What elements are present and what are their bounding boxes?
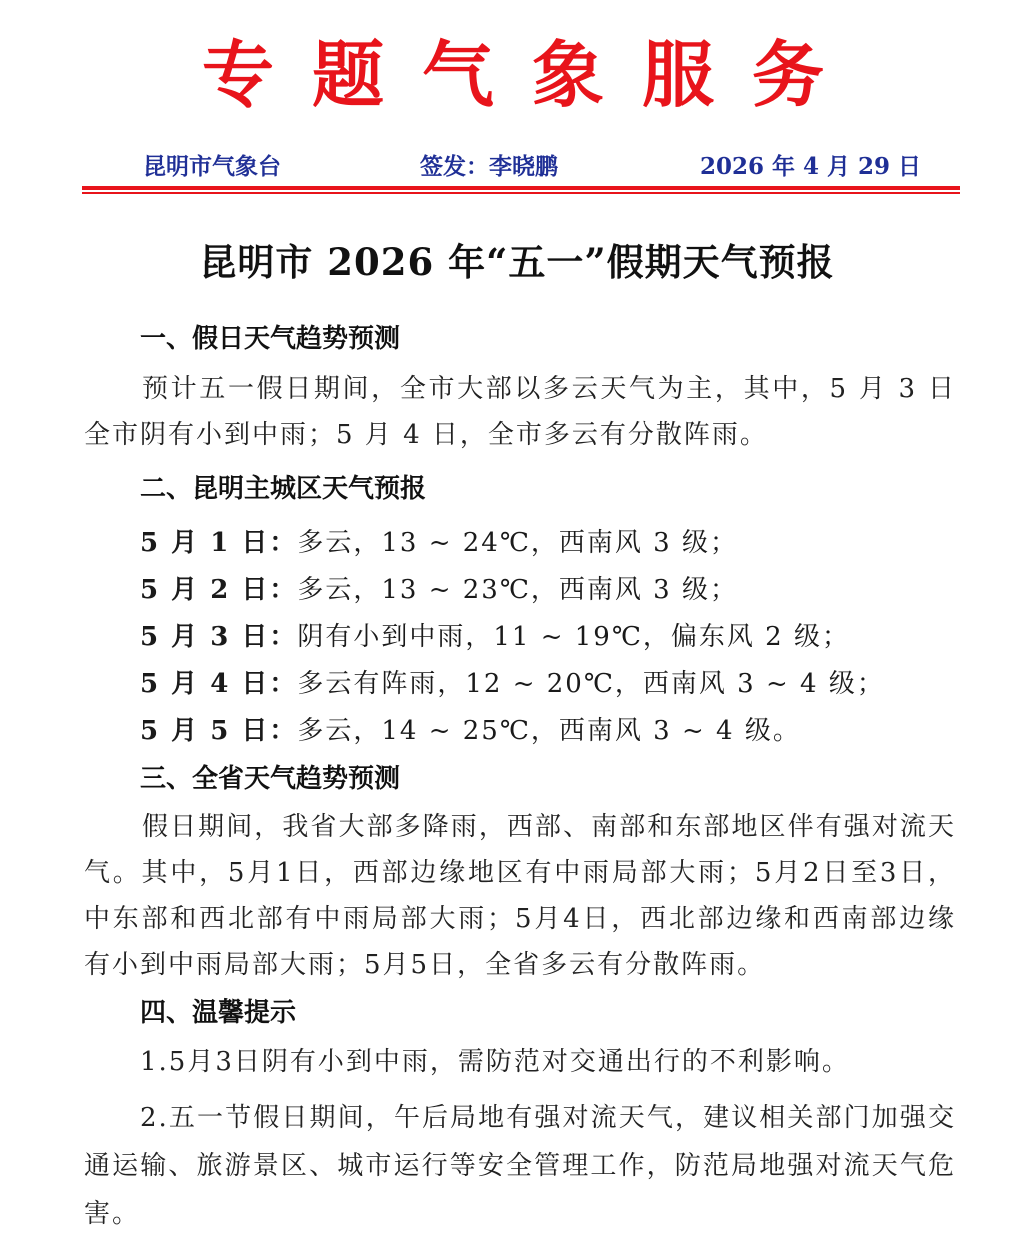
tip-2: 2.五一节假日期间，午后局地有强对流天气，建议相关部门加强交通运输、旅游景区、城市运行等安全管理工作，防范局地强对流天气危害。: [84, 1103, 956, 1229]
forecast-date: 5 月 5 日：: [140, 716, 298, 746]
forecast-detail: 多云，13 ~ 23℃，西南风 3 级；: [297, 575, 738, 605]
forecast-row: [140, 661, 960, 708]
forecast-detail: 多云，14 ~ 25℃，西南风 3 ~ 4 级。: [297, 716, 801, 746]
header-divider-thick: [82, 186, 960, 190]
header-divider-thin: [82, 192, 960, 194]
forecast-date: 5 月 3 日：: [140, 622, 298, 652]
section-heading-3: 三、全省天气趋势预测: [140, 764, 401, 794]
document-title: 昆明市 2026 年“五一”假期天气预报: [199, 240, 835, 284]
tip-1: 1.5月3日阴有小到中雨，需防范对交通出行的不利影响。: [140, 1047, 850, 1077]
section-heading-1: 一、假日天气趋势预测: [140, 324, 401, 354]
forecast-date: 5 月 2 日：: [140, 575, 298, 605]
forecast-row: [140, 567, 960, 614]
issue-date: 2026 年 4 月 29 日: [700, 153, 922, 180]
forecast-row: [140, 520, 960, 567]
forecast-date: 5 月 1 日：: [140, 528, 298, 558]
forecast-detail: 阴有小到中雨，11 ~ 19℃，偏东风 2 级；: [297, 622, 850, 652]
forecast-detail: 多云有阵雨，12 ~ 20℃，西南风 3 ~ 4 级；: [297, 669, 885, 699]
section-heading-4: 四、温馨提示: [140, 998, 297, 1028]
forecast-row: [140, 614, 960, 661]
section-1-body: 预计五一假日期间，全市大部以多云天气为主，其中，5 月 3 日全市阴有小到中雨；5 月 4 日，全市多云有分散阵雨。: [84, 374, 956, 450]
section-3-body: 假日期间，我省大部多降雨，西部、南部和东部地区伴有强对流天气。其中，5月1日，西部边缘地区有中雨局部大雨；5月2日至3日，中东部和西北部有中雨局部大雨；5月4日，西北部边缘和西南部边缘有小到中雨局部大雨；5月5日，全省多云有分散阵雨。: [84, 812, 956, 980]
forecast-row: [140, 708, 960, 755]
section-heading-2: 二、昆明主城区天气预报: [140, 474, 427, 504]
forecast-list: [140, 520, 960, 755]
header-info-bar: [0, 148, 1034, 184]
masthead-title: 专题气象服务: [201, 32, 862, 117]
issuer: 昆明市气象台: [143, 153, 281, 180]
forecast-date: 5 月 4 日：: [140, 669, 298, 699]
signer: 签发：李晓鹏: [420, 153, 558, 180]
forecast-detail: 多云，13 ~ 24℃，西南风 3 级；: [297, 528, 738, 558]
